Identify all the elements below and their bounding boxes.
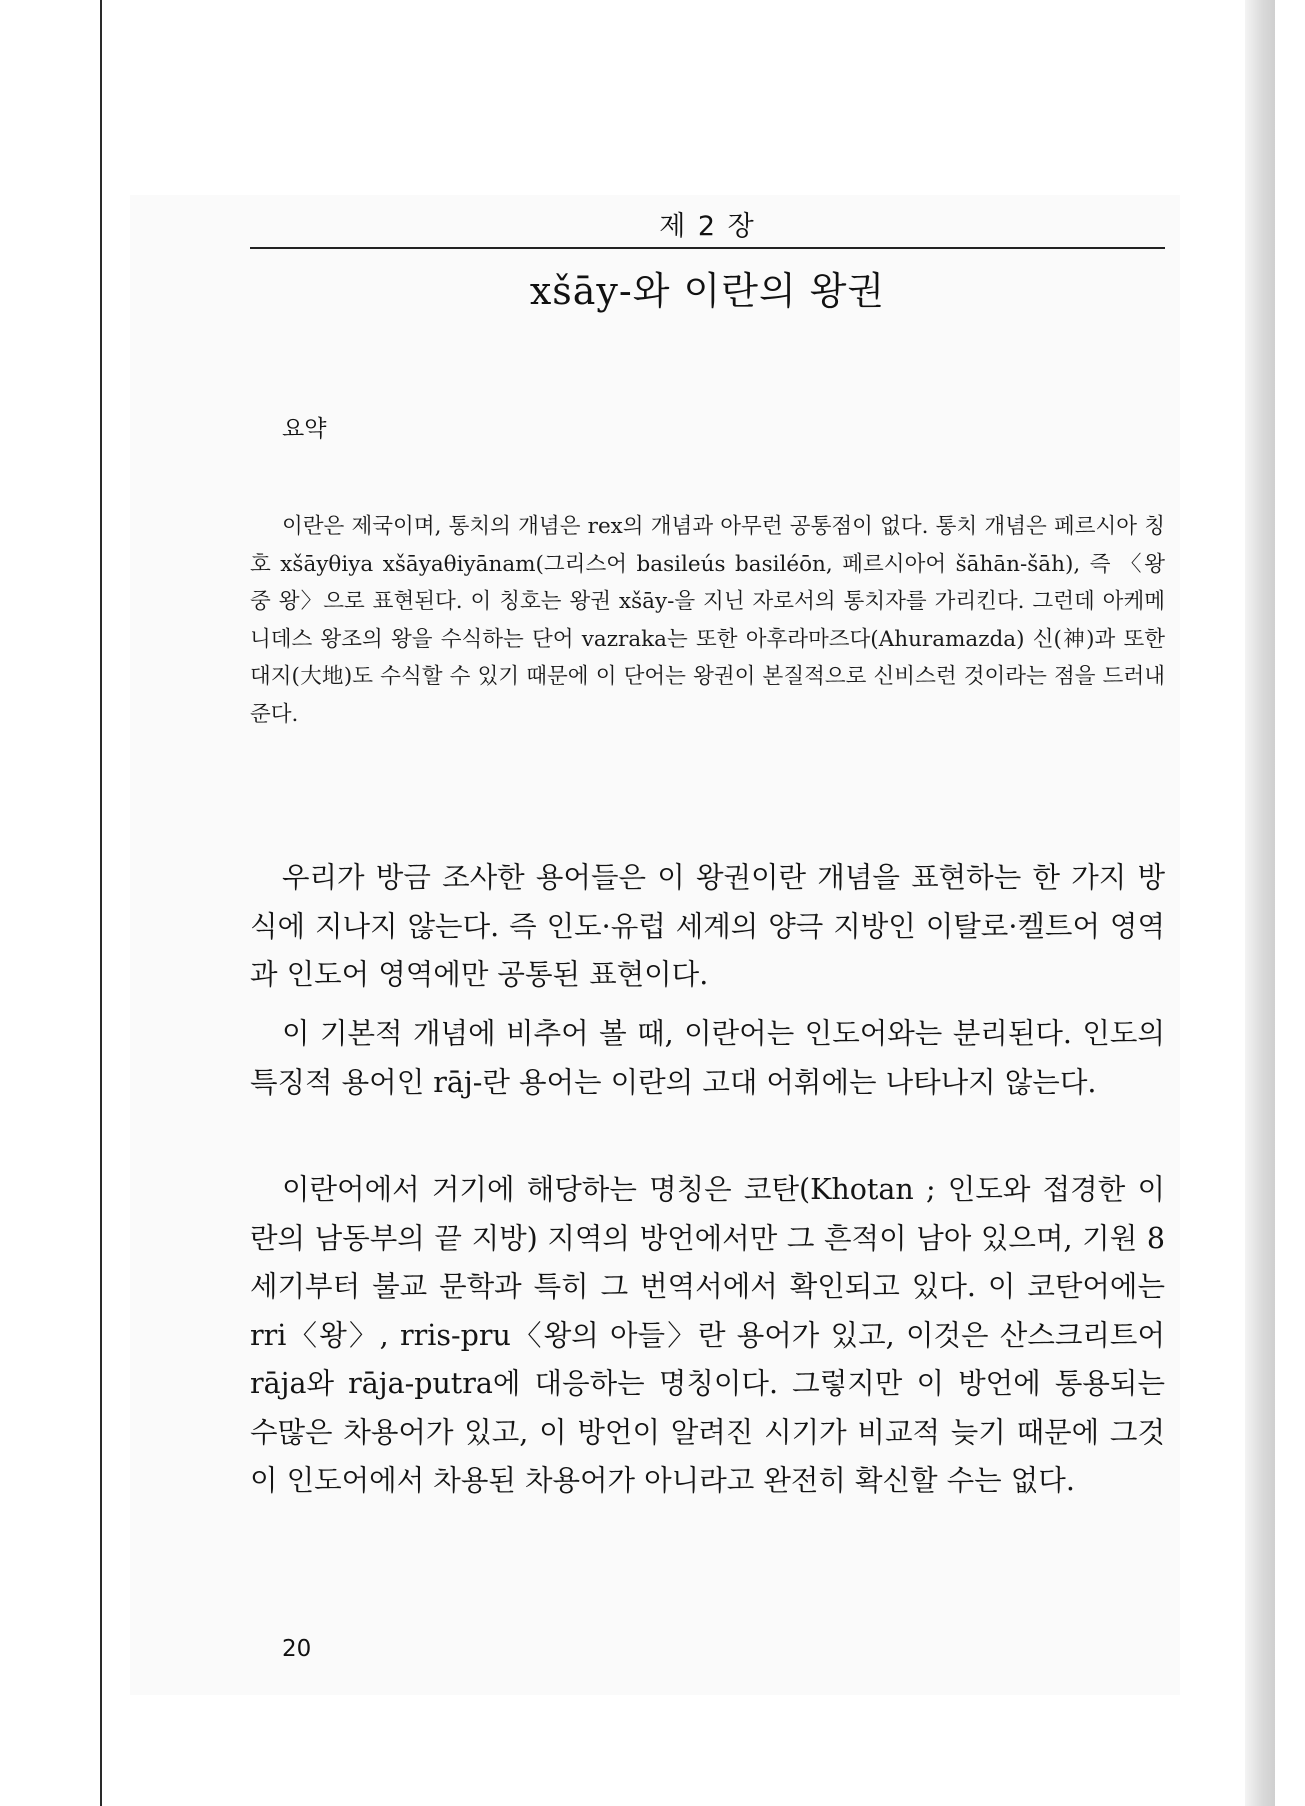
chapter-label: 제 2 장 [659, 211, 756, 242]
chapter-rule-divider [250, 247, 1165, 249]
outer-margin [0, 0, 100, 1806]
body-paragraph: 우리가 방금 조사한 용어들은 이 왕권이란 개념을 표현하는 한 가지 방식에 지나지 않는다. 즉 인도·유럽 세계의 양극 지방인 이탈로·켈트어 영역과 인도어 영역에만 공통된 표현이다. [250, 861, 1165, 991]
body-paragraph: 이란어에서 거기에 해당하는 명칭은 코탄(Khotan ; 인도와 접경한 이란의 남동부의 끝 지방) 지역의 방언에서만 그 흔적이 남아 있으며, 기원 8세기부터 불교 문학과 특히 그 번역서에서 확인되고 있다. 이 코탄어에는 rri〈왕〉, rris-pru〈왕의 아들〉란 용어가 있고, 이것은 산스크리트어 rāja와 rāja-putra에 대응하는 명칭이다. 그렇지만 이 방언에 통용되는 수많은 차용어가 있고, 이 방언이 알려진 시기가 비교적 늦기 때문에 그것이 인도어에서 차용된 차용어가 아니라고 완전히 확신할 수는 없다. [250, 1173, 1165, 1497]
summary-paragraph: 이란은 제국이며, 통치의 개념은 rex의 개념과 아무런 공통점이 없다. 통치 개념은 페르시아 칭호 xšāyθiya xšāyaθiyānam(그리스어 basileús basiléōn, 페르시아어 šāhān-šāh), 즉 〈왕 중 왕〉으로 표현된다. 이 칭호는 왕권 xšāy-을 지닌 자로서의 통치자를 가리킨다. 그런데 아케메니데스 왕조의 왕을 수식하는 단어 vazraka는 또한 아후라마즈다(Ahuramazda) 신(神)과 또한 대지(大地)도 수식할 수 있기 때문에 이 단어는 왕권이 본질적으로 신비스런 것이라는 점을 드러내 준다. [250, 514, 1165, 727]
page-number: 20 [282, 1636, 312, 1662]
body-paragraph: 이 기본적 개념에 비추어 볼 때, 이란어는 인도어와는 분리된다. 인도의 특징적 용어인 rāj-란 용어는 이란의 고대 어휘에는 나타나지 않는다. [250, 1017, 1165, 1099]
summary-heading: 요약 [282, 416, 327, 442]
page-gutter-shadow [1245, 0, 1275, 1806]
chapter-title: xšāy-와 이란의 왕권 [529, 269, 886, 313]
